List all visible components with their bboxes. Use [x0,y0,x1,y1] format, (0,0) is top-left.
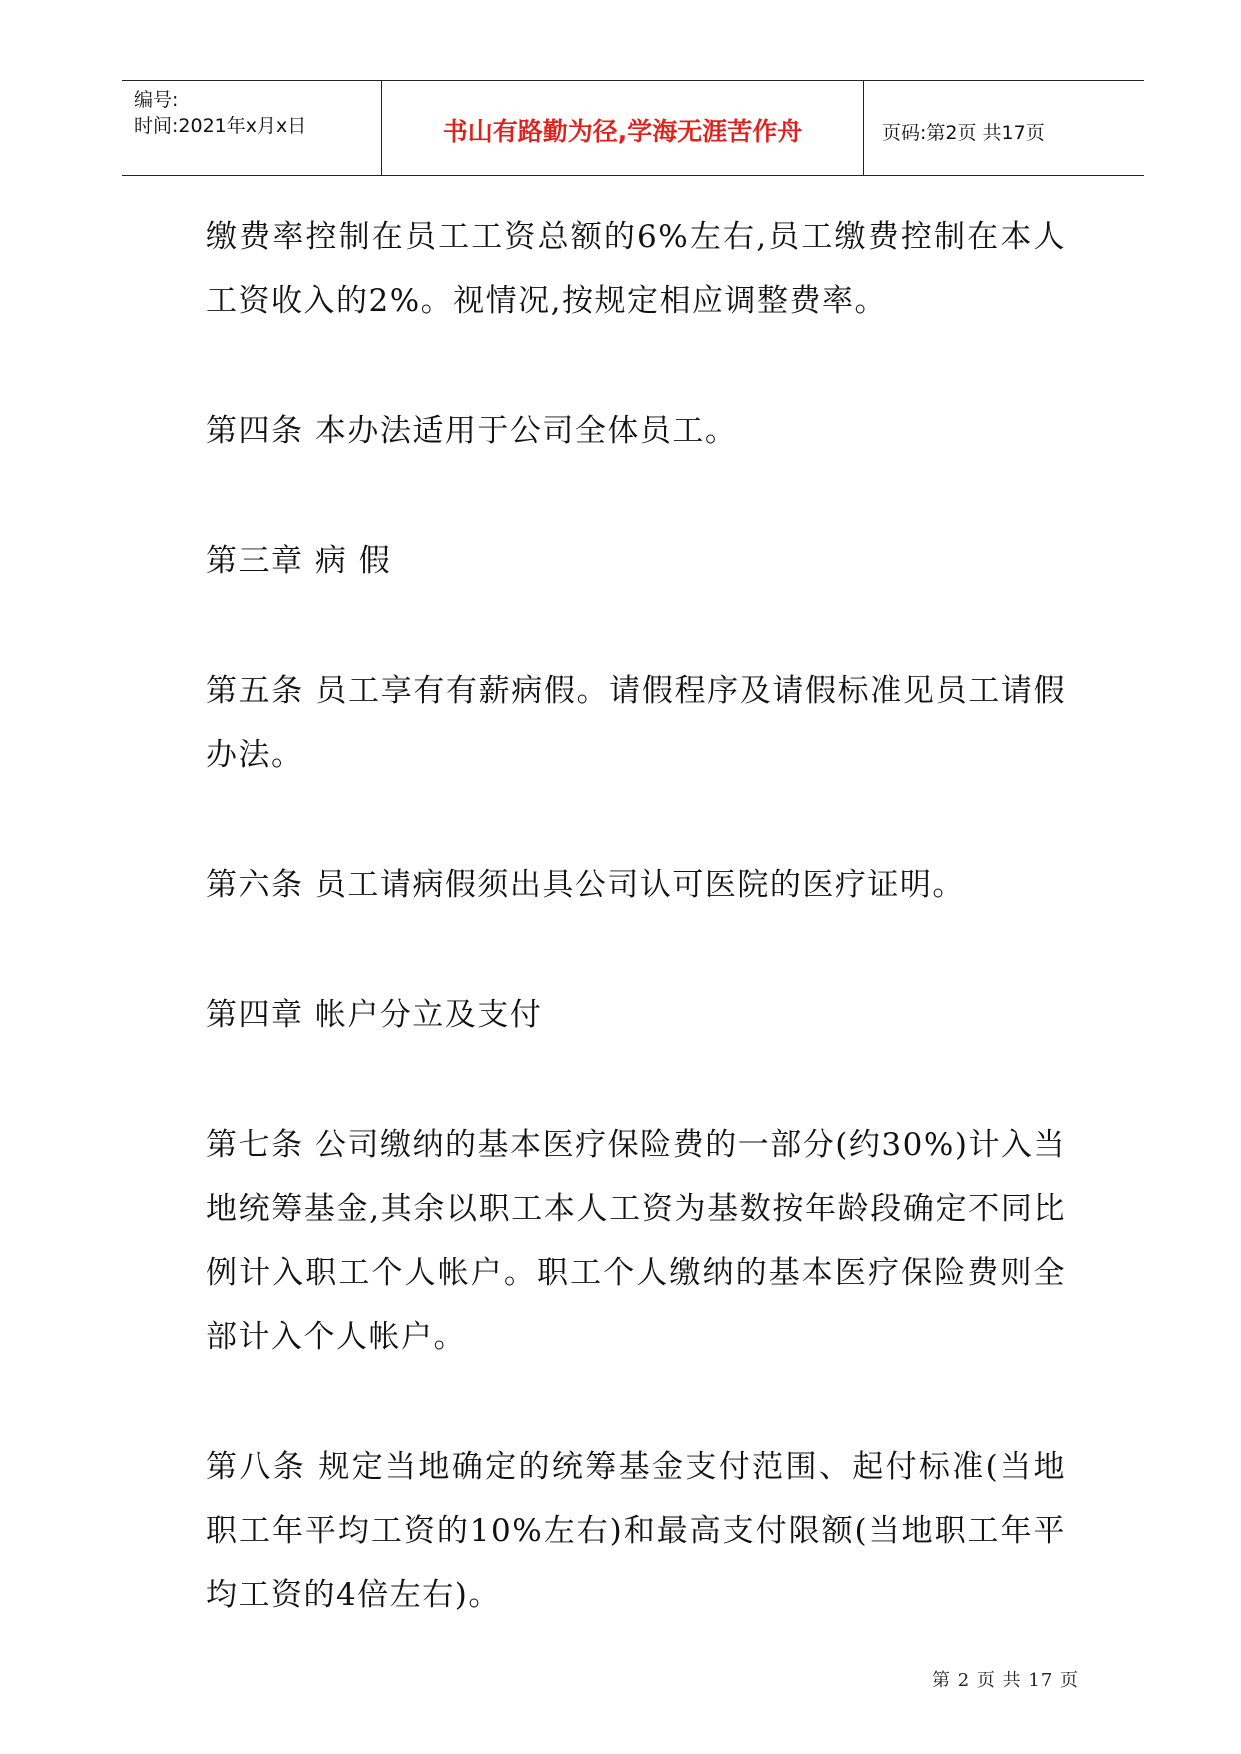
article-6: 第六条 员工请病假须出具公司认可医院的医疗证明。 [206,867,965,903]
article-4: 第四条 本办法适用于公司全体员工。 [206,413,738,449]
article-7: 第七条 公司缴纳的基本医疗保险费的一部分(约30%)计入当地统筹基金,其余以职工本人工资为基数按年龄段确定不同比例计入职工个人帐户。职工个人缴纳的基本医疗保险费则全部计入个人帐户。 [206,1127,1066,1355]
document-date-label: 时间:2021年x月x日 [134,115,307,137]
body-paragraph: 缴费率控制在员工工资总额的6%左右,员工缴费控制在本人工资收入的2%。视情况,按规定相应调整费率。 [206,219,1066,319]
header-page-info: 页码:第2页 共17页 [882,121,1045,144]
chapter-3-heading: 第三章 病 假 [206,543,392,579]
header-motto: 书山有路勤为径,学海无涯苦作舟 [382,81,864,175]
chapter-4-heading: 第四章 帐户分立及支付 [206,997,543,1033]
article-8: 第八条 规定当地确定的统筹基金支付范围、起付标准(当地职工年平均工资的10%左右)和最高支付限额(当地职工年平均工资的4倍左右)。 [206,1449,1066,1613]
header-meta-cell [122,81,382,175]
page-footer: 第 2 页 共 17 页 [932,1670,1079,1691]
document-body [206,205,1066,1693]
document-number-label: 编号: [134,89,179,111]
article-5: 第五条 员工享有有薪病假。请假程序及请假标准见员工请假办法。 [206,673,1066,773]
document-header [122,80,1144,176]
